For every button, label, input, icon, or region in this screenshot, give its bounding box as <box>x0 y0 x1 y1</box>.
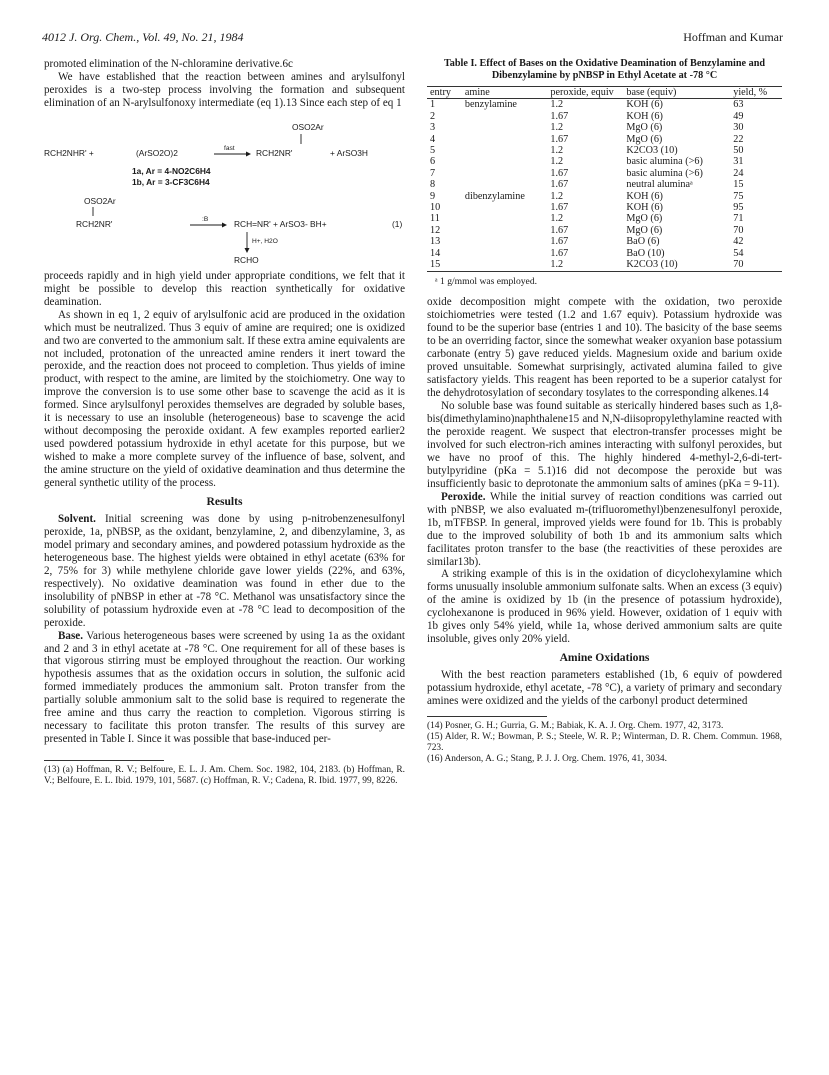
cell-amine <box>462 168 547 179</box>
right-column <box>427 58 782 765</box>
cell-entry: 4 <box>430 133 436 145</box>
r1-product: RCH2NR' <box>256 147 293 158</box>
cell-peroxide: 1.67 <box>550 133 569 145</box>
cell-peroxide: 1.67 <box>550 202 569 214</box>
footnote-15: (15) Alder, R. W.; Bowman, P. S.; Steele, W. R. P.; Winterman, D. R. Chem. Commun. 1968, 723. <box>427 732 782 753</box>
table-footnote: ᵃ 1 g/mmol was employed. <box>435 275 538 287</box>
label-1a: 1a, Ar = 4-NO2C6H4 <box>132 165 211 176</box>
cell-yield: 24 <box>733 167 744 179</box>
cell-base: KOH (6) <box>626 190 663 202</box>
cell-peroxide: 1.2 <box>550 122 564 134</box>
cell-base: K2CO3 (10) <box>626 145 678 157</box>
running-header-right: Hoffman and Kumar <box>683 30 783 44</box>
cell-entry: 1 <box>430 99 436 111</box>
r2-final: RCHO <box>234 254 259 264</box>
cell-amine <box>462 111 547 122</box>
footnote-rule-left <box>44 760 164 761</box>
r1-top-group: OSO2Ar <box>292 121 324 132</box>
cell-amine <box>462 134 547 145</box>
table-row <box>427 225 782 236</box>
cell-peroxide: 1.67 <box>550 110 569 122</box>
solvent-text: Initial screening was done by using p-nitrobenzenesulfonyl peroxide, 1a, pNBSP, as the oxidant, benzylamine, 2, and dibenzylamine, 3, as model primary and secondary amines, and powdered potassium hydroxide as the heterogeneous base. The highest yields were obtained in ethyl acetate (63% for 2, 75% for 3) while methylene chloride gave lower yields (22%, and 63%, respectively). No oxidative deamination was found in ether due to the insolubility of pNBSP in ether at -78 °C. Methanol was unsatisfactory since the solubility of potassium hydroxide even at -78 °C lead to decomposition of the peroxide. <box>44 512 405 629</box>
r1-left: RCH2NHR' + <box>44 147 94 158</box>
cell-amine <box>462 122 547 133</box>
cell-amine <box>462 213 547 224</box>
cell-amine: dibenzylamine <box>464 190 525 202</box>
r2-top-group: OSO2Ar <box>84 195 116 206</box>
cell-entry: 6 <box>430 156 436 168</box>
table-row <box>427 179 782 190</box>
peroxide-lead: Peroxide. <box>441 490 486 503</box>
r2-arrow-label: :B <box>202 215 209 223</box>
cell-peroxide: 1.67 <box>550 179 569 191</box>
r2-product: RCH=NR' + ArSO3- BH+ <box>234 218 327 229</box>
cell-amine <box>462 236 547 247</box>
cell-amine <box>462 179 547 190</box>
cell-entry: 14 <box>430 247 441 259</box>
table-header-peroxide: peroxide, equiv <box>547 87 623 99</box>
table-row <box>427 111 782 122</box>
footnote-rule-right <box>427 716 547 717</box>
cell-amine <box>462 259 547 271</box>
cell-base: KOH (6) <box>626 99 663 111</box>
cell-base: K2CO3 (10) <box>623 259 730 271</box>
cell-entry: 12 <box>430 224 441 236</box>
table-row <box>427 213 782 224</box>
cell-yield: 30 <box>733 122 744 134</box>
solvent-lead: Solvent. <box>58 512 96 525</box>
table-header-entry: entry <box>427 87 462 99</box>
table-row <box>427 134 782 145</box>
right-paragraph-5: With the best reaction parameters established (1b, 6 equiv of powdered potassium hydroxide, ethyl acetate, -78 °C), a variety of primary and secondary amines were oxidized and the yields of the carbonyl product determined <box>427 669 782 708</box>
base-text: Various heterogeneous bases were screened by using 1a as the oxidant and 2 and 3 in ethyl acetate at -78 °C. One requirement for all of these bases is that vigorous stirring must be employed throughout the reaction. Our working hypothesis assumes that as the oxidation occurs in solution, the sulfonic acid formed immediately produces the ammonium salt. Proton transfer from the partially soluble ammonium salt to the solid base is required to regenerate the free amine and thus carry the reaction to completion. Vigorous stirring is necessary to facilitate this proton transfer. The results of this survey are presented in Table I. Since it was possible that base-induced per- <box>44 629 405 746</box>
cell-yield: 70 <box>733 224 744 236</box>
cell-peroxide: 1.2 <box>550 99 564 111</box>
cell-amine <box>462 225 547 236</box>
cell-peroxide: 1.67 <box>550 167 569 179</box>
table-row <box>427 145 782 156</box>
reaction-scheme <box>44 114 405 264</box>
cell-entry: 7 <box>430 167 436 179</box>
cell-yield: 75 <box>733 190 744 202</box>
running-header-left: 4012 J. Org. Chem., Vol. 49, No. 21, 1984 <box>42 30 244 44</box>
cell-peroxide: 1.2 <box>550 190 564 202</box>
cell-entry: 5 <box>430 145 436 157</box>
table-row <box>427 156 782 167</box>
cell-yield: 31 <box>733 156 744 168</box>
left-paragraph-2: We have established that the reaction between amines and arylsulfonyl peroxides is a two-step process involving the formation and subsequent elimination of an N-arylsulfonoxy intermediate (eq 1).13 Since each step of eq 1 <box>44 70 405 109</box>
cell-peroxide: 1.2 <box>550 213 564 225</box>
left-paragraph-1: promoted elimination of the N-chloramine derivative.6c <box>44 58 293 70</box>
cell-entry: 9 <box>430 190 436 202</box>
cell-yield: 95 <box>733 202 744 214</box>
cell-base: basic alumina (>6) <box>626 156 703 168</box>
results-heading: Results <box>206 495 243 509</box>
cell-peroxide: 1.67 <box>550 247 569 259</box>
right-paragraph-1: oxide decomposition might compete with the oxidation, two peroxide stoichiometries were tested (1.2 and 1.67 equiv). Potassium hydroxide was found to be the superior base (entries 1 and 10). The basicity of the base seems to be an overriding factor, since the somewhat weaker oxyanion base potassium carbonate (entry 5) gave reduced yields. Magnesium oxide and barium oxide proved unsuitable. Somewhat surprisingly, activated alumina failed to give satisfactory yields. This reagent has been reported to be a superior catalyst for the dehydrotosylation of secondary tosylates to the corresponding alkenes.14 <box>427 296 782 400</box>
r2-down-label: H+, H2O <box>252 237 278 245</box>
table-row <box>427 248 782 259</box>
cell-peroxide: 1.2 <box>550 156 564 168</box>
cell-base: BaO (6) <box>626 236 660 248</box>
footnote-16: (16) Anderson, A. G.; Stang, P. J. J. Org. Chem. 1976, 41, 3034. <box>427 754 667 764</box>
right-paragraph-4: A striking example of this is in the oxidation of dicyclohexylamine which forms unusually insoluble ammonium sulfonate salts. When an excess (3 equiv) of the amine is oxidized by 1b (in the presence of potassium hydroxide), cyclohexanone is produced in 96% yield. However, oxidation of 1 equiv with 1b gives only 54% yield, while 1a, whose derived ammonium salts are quite insoluble, gives only 20% yield. <box>427 568 782 646</box>
r1-arrow-label: fast <box>224 144 235 152</box>
r1-reagent: (ArSO2O)2 <box>136 147 178 158</box>
footnote-13: (13) (a) Hoffman, R. V.; Belfoure, E. L. J. Am. Chem. Soc. 1982, 104, 2183. (b) Hoffman, R. V.; Belfoure, E. L. Ibid. 1979, 101, 5687. (c) Hoffman, R. V.; Cadena, R. Ibid. 1977, 99, 8226. <box>44 765 405 787</box>
cell-yield: 22 <box>733 133 744 145</box>
table-header-amine: amine <box>462 87 547 99</box>
right-paragraph-2: No soluble base was found suitable as sterically hindered bases such as 1,8-bis(dimethylamino)naphthalene15 and N,N-diisopropylethylamine reacted with the peroxide reagent. We suspect that electron-transfer processes might be involved for such electron-rich amines interacting with sulfonyl peroxides, but we have no proof of this. The highly hindered 4-methyl-2,6-di-tert-butylpyridine (pKa = 5.1)16 did not decompose the peroxide but was insufficiently basic to deprotonate the ammonium salts of amines (pKa = 9-11). <box>427 400 782 490</box>
cell-peroxide: 1.67 <box>550 236 569 248</box>
table-header-base: base (equiv) <box>623 87 730 99</box>
amine-oxidations-heading: Amine Oxidations <box>559 651 650 665</box>
r2-left: RCH2NR' <box>76 218 113 229</box>
table-row <box>427 191 782 202</box>
table-row <box>427 99 782 111</box>
table-row <box>427 122 782 133</box>
r1-right: + ArSO3H <box>330 147 368 158</box>
base-lead: Base. <box>58 629 83 642</box>
cell-base: MgO (6) <box>626 133 663 145</box>
cell-entry: 8 <box>430 179 436 191</box>
table-header-yield: yield, % <box>730 87 782 99</box>
cell-yield: 49 <box>733 110 744 122</box>
peroxide-text: While the initial survey of reaction conditions was carried out with pNBSP, we also evaluated m-(trifluoromethyl)benzenesulfonyl peroxide, 1b, mTFBSP. In general, improved yields were found for 1b. This is probably due to the improved solubility of both 1b and its ammonium salts which facilitates proton transfer to the base (the reactivities of these peroxides are similar13b). <box>427 490 782 568</box>
cell-entry: 13 <box>430 236 441 248</box>
left-paragraph-3: proceeds rapidly and in high yield under appropriate conditions, we felt that it might be possible to develop this reaction synthetically for oxidative deamination. <box>44 269 405 308</box>
base-paragraph <box>44 630 405 747</box>
cell-entry: 11 <box>430 213 440 225</box>
cell-yield: 54 <box>733 247 744 259</box>
cell-base: basic alumina (>6) <box>626 167 703 179</box>
solvent-paragraph <box>44 513 405 630</box>
cell-entry: 10 <box>430 202 441 214</box>
cell-entry: 15 <box>427 259 462 271</box>
cell-amine: benzylamine <box>464 99 517 111</box>
cell-base: BaO (10) <box>626 247 665 259</box>
cell-entry: 2 <box>430 110 436 122</box>
label-1b: 1b, Ar = 3-CF3C6H4 <box>132 176 210 187</box>
cell-yield: 50 <box>733 145 744 157</box>
cell-base: MgO (6) <box>626 224 663 236</box>
table-1 <box>427 86 782 272</box>
table-row <box>427 168 782 179</box>
cell-amine <box>462 248 547 259</box>
cell-peroxide: 1.67 <box>550 224 569 236</box>
cell-base: neutral aluminaᵃ <box>626 179 693 191</box>
cell-base: KOH (6) <box>626 202 663 214</box>
cell-base: MgO (6) <box>626 213 663 225</box>
cell-yield: 70 <box>730 259 782 271</box>
left-column <box>44 58 405 787</box>
cell-amine <box>462 145 547 156</box>
cell-yield: 15 <box>733 179 744 191</box>
peroxide-paragraph <box>427 491 782 569</box>
table-row <box>427 202 782 213</box>
cell-base: KOH (6) <box>626 110 663 122</box>
cell-entry: 3 <box>430 122 436 134</box>
table-caption: Table I. Effect of Bases on the Oxidative Deamination of Benzylamine and Dibenzylamine by pNBSP in Ethyl Acetate at -78 °C <box>443 58 766 81</box>
left-paragraph-4: As shown in eq 1, 2 equiv of arylsulfonic acid are produced in the oxidation which must be neutralized. Thus 3 equiv of amine are required; one is oxidized and two are converted to the ammonium salt. If these extra amine equivalents are not included, protonation of the unreacted amine renders it inert toward the peroxide, and the reaction does not proceed to completion. Thus yields of imine product, with respect to the amine, are limited by the stoichiometry. One way to improve the conversion is to use some other base to scavenge the acid as it is formed. Since arylsulfonyl peroxides themselves are degraded by soluble bases, it is necessary to use an insoluble (heterogeneous) base to scavenge the acid without decomposing the peroxide oxidant. A few examples reported earlier2 used powdered potassium hydroxide in ethyl acetate for this purpose, but we wished to make a more complete survey of the influence of base, solvent, and the amine structure on the yield of oxidative deamination and thus determine the general synthetic utility of the process. <box>44 308 405 490</box>
table-row <box>427 259 782 271</box>
table-row <box>427 236 782 247</box>
cell-amine <box>462 156 547 167</box>
cell-yield: 71 <box>733 213 744 225</box>
cell-yield: 42 <box>733 236 744 248</box>
cell-base: MgO (6) <box>626 122 663 134</box>
cell-amine <box>462 202 547 213</box>
footnote-14: (14) Posner, G. H.; Gurria, G. M.; Babiak, K. A. J. Org. Chem. 1977, 42, 3173. <box>427 721 724 731</box>
cell-peroxide: 1.2 <box>547 259 623 271</box>
cell-peroxide: 1.2 <box>550 145 564 157</box>
reaction-scheme-svg <box>44 114 405 264</box>
equation-number: (1) <box>392 218 403 229</box>
cell-yield: 63 <box>733 99 744 111</box>
